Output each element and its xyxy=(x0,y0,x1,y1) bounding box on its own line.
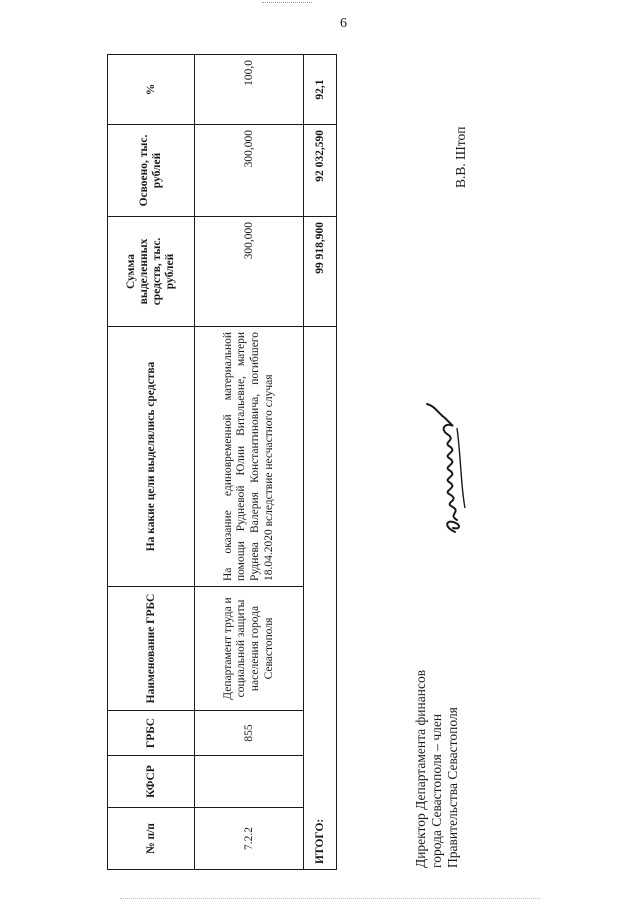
position-line-3: Правительства Севастополя xyxy=(445,707,461,868)
cell-goal: На оказание единовременной материальной помощи Рудневой Юлии Витальевне, матери Руднева Валерия Константиновича, погибшего 18.04.2020 вследствие несчастного случая xyxy=(195,327,304,587)
position-line-2: города Севастополя – член xyxy=(429,713,445,868)
header-sum: Сумма выделенных средств, тыс. рублей xyxy=(108,217,195,327)
header-osv: Освоено, тыс. рублей xyxy=(108,125,195,217)
cell-kfsr xyxy=(195,756,304,808)
header-num: № п/п xyxy=(108,808,195,870)
page-number: 6 xyxy=(340,16,347,31)
cell-name: Департамент труда и социальной защиты населения города Севастополя xyxy=(195,587,304,711)
table-header-row xyxy=(108,55,195,870)
total-label: ИТОГО: xyxy=(304,327,337,870)
header-kfsr: КФСР xyxy=(108,756,195,808)
scan-artifact xyxy=(262,2,312,7)
header-goal: На какие цели выделялись средства xyxy=(108,327,195,587)
funds-table xyxy=(107,54,337,870)
signature-block xyxy=(413,53,483,868)
signatory-name: В.В. Штоп xyxy=(453,126,468,188)
position-line-1: Директор Департамента финансов xyxy=(413,669,428,868)
cell-num: 7.2.2 xyxy=(195,808,304,870)
cell-pct: 100,0 xyxy=(195,55,304,125)
cell-sum: 300,000 xyxy=(195,217,304,327)
table-row xyxy=(195,55,304,870)
header-name: Наименование ГРБС xyxy=(108,587,195,711)
signatory-position xyxy=(413,670,462,868)
total-sum: 99 918,900 xyxy=(304,217,337,327)
scan-artifact-bottom xyxy=(120,898,540,902)
cell-osv: 300,000 xyxy=(195,125,304,217)
total-osv: 92 032,590 xyxy=(304,125,337,217)
total-row xyxy=(304,55,337,870)
header-pct: % xyxy=(108,55,195,125)
rotated-table-container xyxy=(107,55,337,870)
cell-grbs: 855 xyxy=(195,711,304,756)
handwritten-signature xyxy=(417,398,477,538)
header-grbs: ГРБС xyxy=(108,711,195,756)
total-pct: 92,1 xyxy=(304,55,337,125)
